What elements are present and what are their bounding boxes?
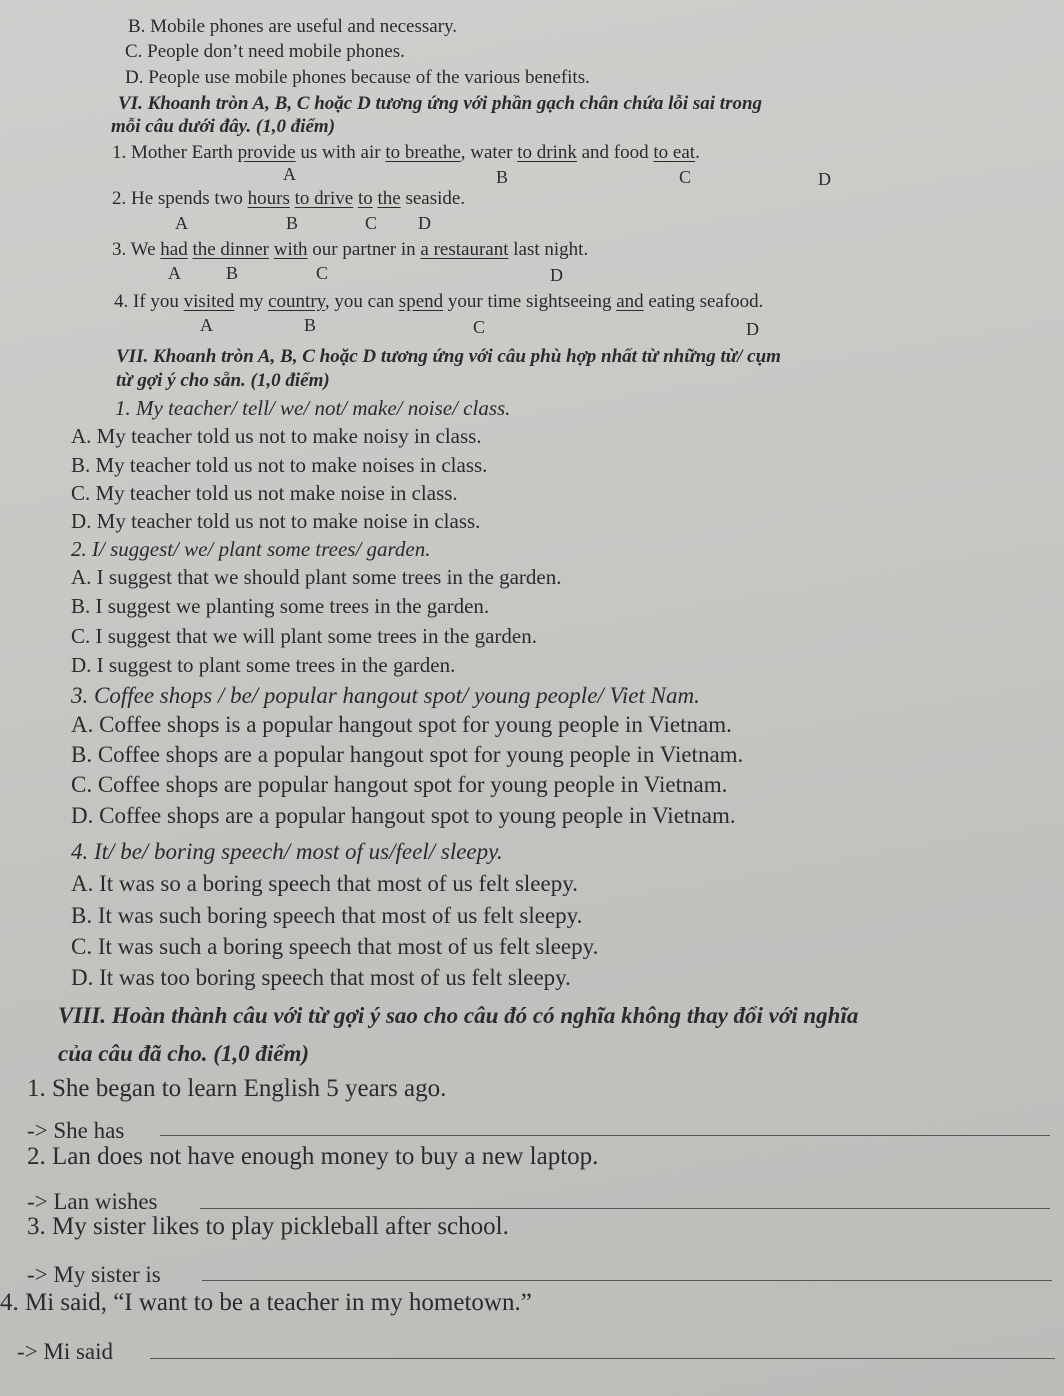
part8-q3-sentence: 3. My sister likes to play pickleball after school. (27, 1213, 509, 1240)
part7-q1-prompt: 1. My teacher/ tell/ we/ not/ make/ noise/ class. (115, 396, 511, 420)
part8-q2-sentence: 2. Lan does not have enough money to buy a new laptop. (27, 1143, 599, 1170)
part7-q1-option-d: D. My teacher told us not to make noise in class. (71, 509, 481, 533)
part6-q3: 3. We had the dinner with our partner in a restaurant last night. (112, 239, 589, 260)
q2-label-c: C (365, 213, 378, 233)
q1-label-a: A (283, 164, 296, 184)
part8-q2-answer-line[interactable] (200, 1208, 1050, 1209)
part7-q3-option-b: B. Coffee shops are a popular hangout spot for young people in Vietnam. (71, 742, 744, 767)
part7-q2-option-a: A. I suggest that we should plant some trees in the garden. (71, 565, 562, 589)
part6-q2: 2. He spends two hours to drive to the seaside. (112, 188, 466, 209)
part7-q2-option-b: B. I suggest we planting some trees in the garden. (71, 594, 490, 618)
q1-label-c: C (679, 167, 692, 187)
q1-label-d: D (818, 169, 831, 189)
part7-q3-option-c: C. Coffee shops are popular hangout spot for young people in Vietnam. (71, 772, 728, 797)
part8-q4-answer-lead: -> Mi said (17, 1339, 114, 1364)
part8-q3-answer-lead: -> My sister is (27, 1262, 161, 1287)
part8-heading-line2: của câu đã cho. (1,0 điểm) (58, 1041, 310, 1066)
part8-q1-sentence: 1. She began to learn English 5 years ago. (27, 1075, 447, 1102)
part8-q3-answer-line[interactable] (202, 1280, 1052, 1281)
q2-label-b: B (286, 213, 299, 233)
part7-q2-option-d: D. I suggest to plant some trees in the garden. (71, 653, 456, 677)
q4-label-b: B (304, 315, 317, 335)
q3-label-d: D (550, 265, 563, 285)
q4-label-d: D (746, 319, 759, 339)
part6-heading-line1: VI. Khoanh tròn A, B, C hoặc D tương ứng với phần gạch chân chứa lỗi sai trong (118, 93, 763, 114)
q2-label-d: D (418, 213, 431, 233)
part8-heading-line1: VIII. Hoàn thành câu với từ gợi ý sao cho câu đó có nghĩa không thay đổi với nghĩa (58, 1003, 859, 1028)
part5-option-d: D. People use mobile phones because of the various benefits. (125, 67, 590, 88)
part8-q4-answer-line[interactable] (150, 1358, 1055, 1359)
part7-q4-option-b: B. It was such boring speech that most of us felt sleepy. (71, 903, 583, 928)
part7-q1-option-a: A. My teacher told us not to make noisy in class. (71, 424, 482, 448)
part7-q4-option-c: C. It was such a boring speech that most of us felt sleepy. (71, 934, 599, 959)
part7-q1-option-b: B. My teacher told us not to make noises in class. (71, 453, 488, 477)
part5-option-c: C. People don’t need mobile phones. (125, 41, 405, 62)
q4-label-c: C (473, 317, 486, 337)
part7-q2-option-c: C. I suggest that we will plant some trees in the garden. (71, 624, 537, 648)
q1-label-b: B (496, 167, 509, 187)
part6-q4: 4. If you visited my country, you can spend your time sightseeing and eating seafood. (114, 291, 764, 312)
part6-q1: 1. Mother Earth provide us with air to breathe, water to drink and food to eat. (112, 142, 700, 163)
part7-q2-prompt: 2. I/ suggest/ we/ plant some trees/ garden. (71, 537, 431, 561)
part7-q3-option-d: D. Coffee shops are a popular hangout spot to young people in Vietnam. (71, 803, 736, 828)
part8-q2-answer-lead: -> Lan wishes (27, 1189, 158, 1214)
q3-label-a: A (168, 263, 181, 283)
q3-label-b: B (226, 263, 239, 283)
part7-heading-line2: từ gợi ý cho sẵn. (1,0 điểm) (116, 370, 330, 391)
part8-q4-sentence: 4. Mi said, “I want to be a teacher in my hometown.” (0, 1289, 532, 1316)
q4-label-a: A (200, 315, 213, 335)
part5-option-b: B. Mobile phones are useful and necessary. (128, 16, 458, 37)
q2-label-a: A (175, 213, 188, 233)
part7-q1-option-c: C. My teacher told us not make noise in class. (71, 481, 458, 505)
part7-q3-option-a: A. Coffee shops is a popular hangout spot for young people in Vietnam. (71, 712, 732, 737)
part7-q4-option-a: A. It was so a boring speech that most of us felt sleepy. (71, 871, 578, 896)
part8-q1-answer-line[interactable] (160, 1135, 1050, 1136)
part7-heading-line1: VII. Khoanh tròn A, B, C hoặc D tương ứng với câu phù hợp nhất từ những từ/ cụm (116, 346, 781, 367)
q3-label-c: C (316, 263, 329, 283)
part7-q4-prompt: 4. It/ be/ boring speech/ most of us/feel/ sleepy. (71, 839, 503, 864)
part7-q3-prompt: 3. Coffee shops / be/ popular hangout spot/ young people/ Viet Nam. (71, 683, 700, 708)
part6-heading-line2: mỗi câu dưới đây. (1,0 điểm) (111, 116, 336, 137)
part7-q4-option-d: D. It was too boring speech that most of us felt sleepy. (71, 965, 571, 990)
part8-q1-answer-lead: -> She has (27, 1118, 125, 1143)
